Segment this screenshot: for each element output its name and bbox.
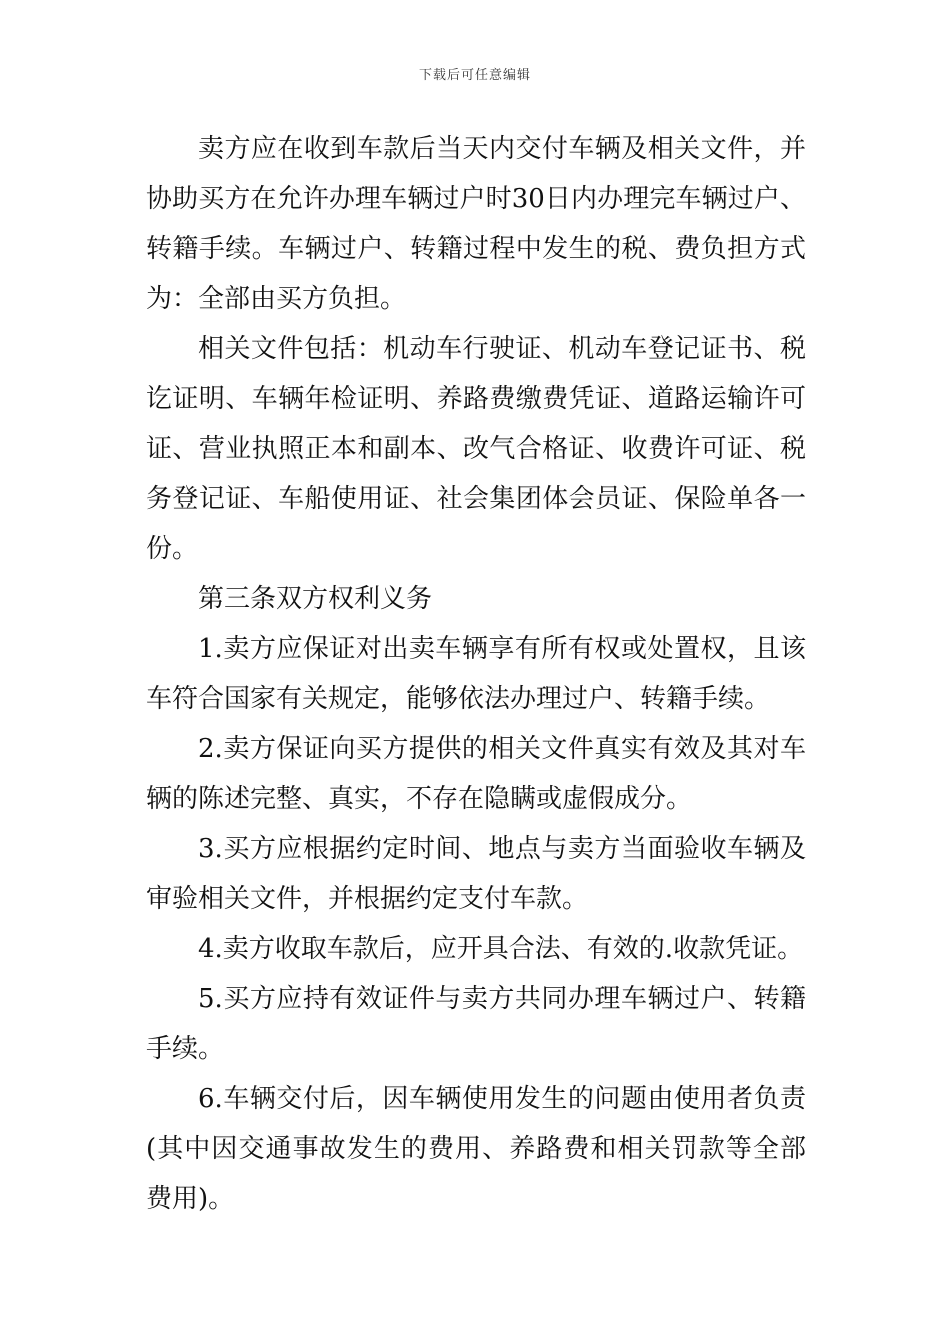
clause-3: 3.买方应根据约定时间、地点与卖方当面验收车辆及审验相关文件，并根据约定支付车款。	[146, 834, 806, 914]
section-heading-rights-obligations: 第三条双方权利义务	[198, 584, 433, 614]
clause-2: 2.卖方保证向买方提供的相关文件真实有效及其对车辆的陈述完整、真实，不存在隐瞒或虚假成分。	[146, 734, 806, 814]
clause-1: 1.卖方应保证对出卖车辆享有所有权或处置权，且该车符合国家有关规定，能够依法办理过户、转籍手续。	[146, 634, 806, 714]
clause-4: 4.卖方收取车款后，应开具合法、有效的.收款凭证。	[198, 934, 804, 964]
paragraph-delivery-terms: 卖方应在收到车款后当天内交付车辆及相关文件，并协助买方在允许办理车辆过户时30日内办理完车辆过户、转籍手续。车辆过户、转籍过程中发生的税、费负担方式为：全部由买方负担。	[146, 134, 806, 314]
document-body	[146, 124, 806, 1224]
clause-5: 5.买方应持有效证件与卖方共同办理车辆过户、转籍手续。	[146, 984, 806, 1064]
paragraph-related-documents: 相关文件包括：机动车行驶证、机动车登记证书、税讫证明、车辆年检证明、养路费缴费凭证、道路运输许可证、营业执照正本和副本、改气合格证、收费许可证、税务登记证、车船使用证、社会集团体会员证、保险单各一份。	[146, 334, 806, 564]
page-header: 下载后可任意编辑	[418, 68, 531, 83]
clause-6: 6.车辆交付后，因车辆使用发生的问题由使用者负责(其中因交通事故发生的费用、养路费和相关罚款等全部费用)。	[146, 1084, 806, 1214]
